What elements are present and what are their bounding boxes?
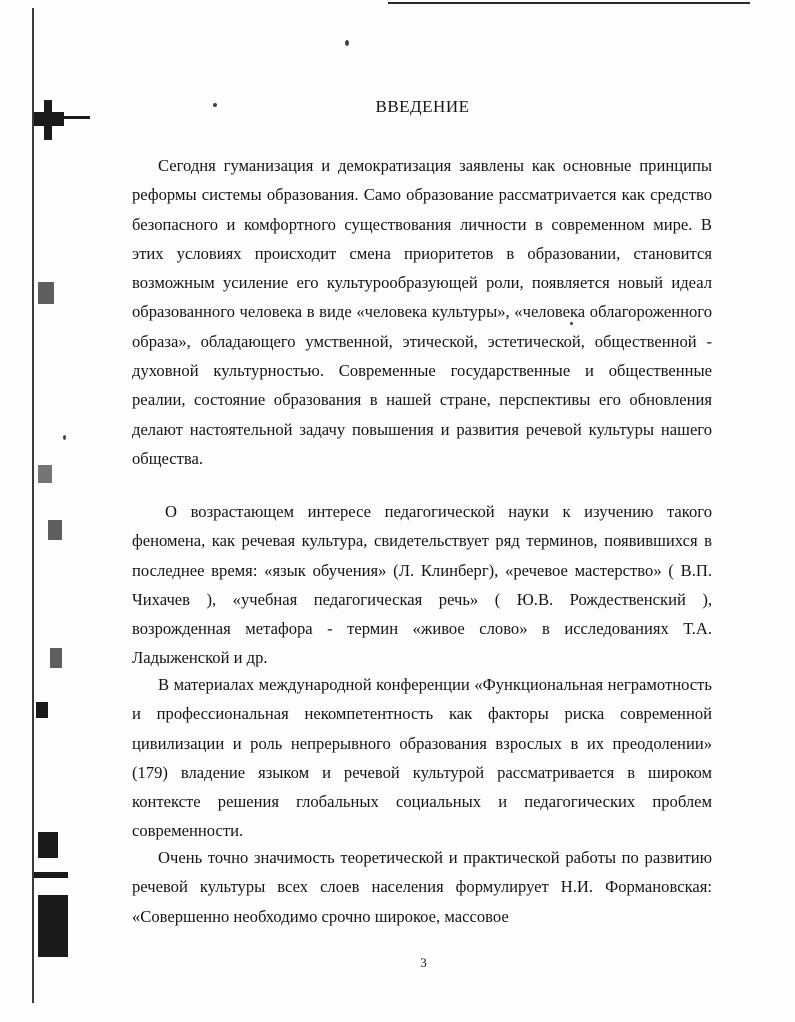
scan-blot-9 [38, 832, 58, 858]
scan-edge-top [388, 2, 750, 4]
page-number: 3 [420, 955, 427, 970]
scan-blot-6 [48, 520, 62, 540]
scan-blot-5 [38, 465, 52, 483]
paragraph-1: Сегодня гуманизация и демократизация заявлены как основные принципы реформы системы образования. Само образование рассматриvается как средство безопасного и комфортного существования личности в современном мире. В этих условиях происходит смена приоритетов в образовании, становится возможным усиление его культурообразующей роли, появляется новый идеал образованного человека в виде «человека культуры», «человека облагороженного образа», обладающего умственной, этической, эстетической, общественной - духовной культурностью. Современные государственные и общественные реалии, состояние образования в нашей стране, перспективы его обновления делают настоятельной задачу повышения и развития речевой культуры нашего общества. [132, 156, 712, 468]
scan-edge-left [32, 8, 34, 1003]
chapter-title: ВВЕДЕНИЕ [375, 97, 470, 116]
paragraph-4: Очень точно значимость теоретической и практической работы по развитию речевой культуры всех слоев населения формулирует Н.И. Формановская: «Совершенно необходимо срочно широкое, массовое [132, 848, 712, 926]
paragraph-2: О возрастающем интересе педагогической науки к изучению такого феномена, как речевая культура, свидетельствует ряд терминов, появившихся в последнее время: «язык обучения» (Л. Клинберг), «речевое мастерство» ( В.П. Чихачев ), «учебная педагогическая речь» ( Ю.В. Рождественский ), возрожденная метафора - термин «живое слово» в исследованиях Т.А. Ладыженской и др. [132, 502, 712, 668]
paragraph-3: В материалах международной конференции «Функциональная неграмотность и профессиональная некомпетентность как факторы риска современной цивилизации и роль непрерывного образования взрослых в их преодолении» (179) владение языком и речевой культурой рассматривается в широком контексте решения глобальных социальных и педагогических проблем современности. [132, 675, 712, 841]
scan-blot-7 [50, 648, 62, 668]
scan-speck-3 [63, 435, 66, 440]
scan-blot-11 [38, 895, 68, 957]
scan-blot-4 [38, 282, 54, 304]
scan-blot-8 [36, 702, 48, 718]
scan-blot-10 [34, 872, 68, 878]
scan-speck-1 [345, 40, 349, 46]
